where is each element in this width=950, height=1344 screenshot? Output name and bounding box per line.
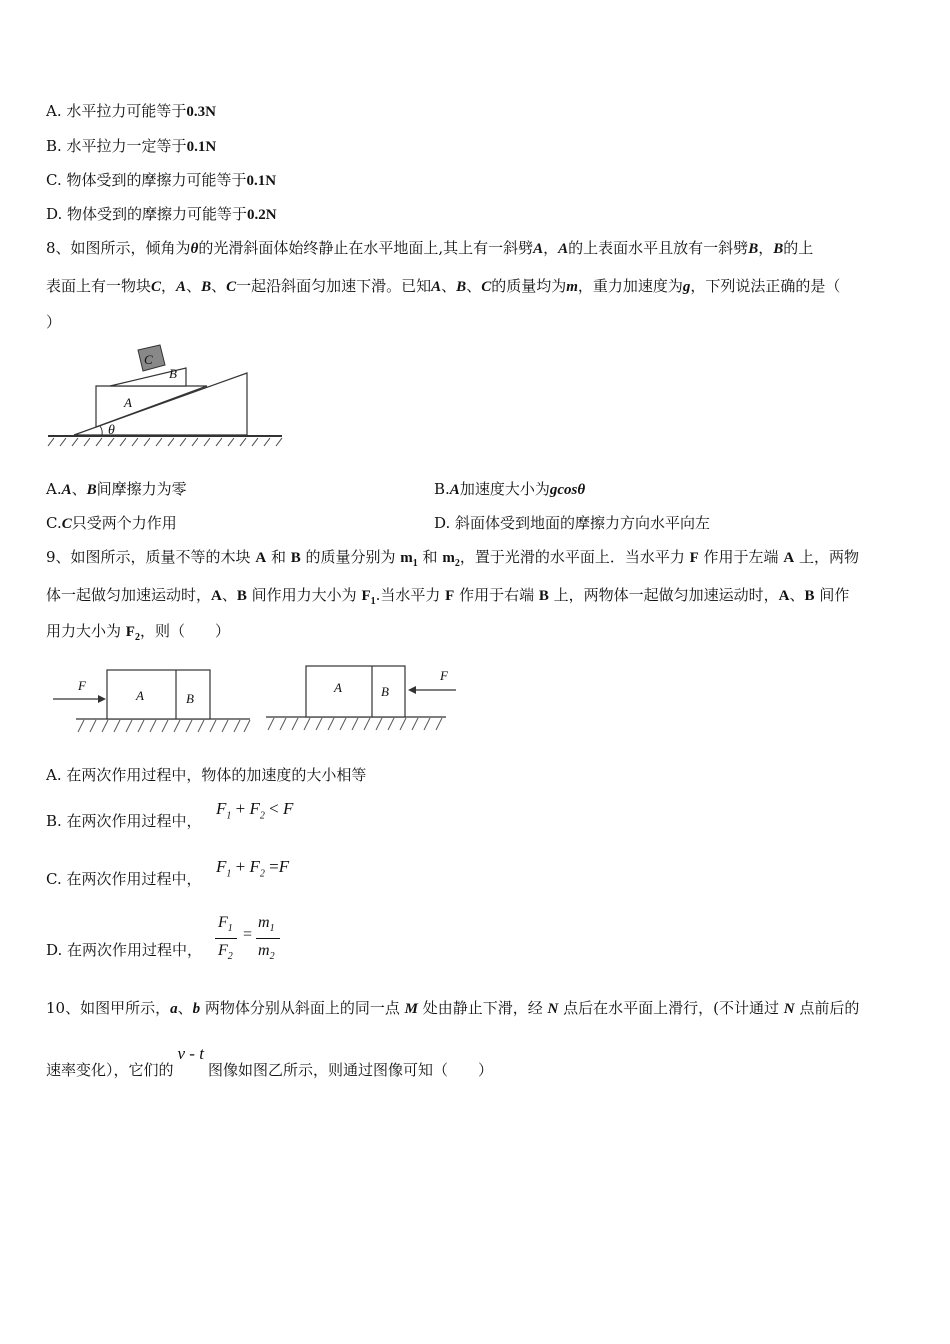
q8-stem-line1: 8、如图所示，倾角为θ的光滑斜面体始终静止在水平地面上,其上有一斜劈A，A的上表面水平且放有一斜劈B，B的上 — [46, 239, 814, 257]
right-force-arrowhead — [408, 686, 416, 694]
q9-formula-b: $F_1 + F_2 < F$ — [216, 799, 294, 822]
formula-d-numerator: $F_1$ — [218, 914, 233, 935]
formula-d-fraction-bar-right — [256, 938, 280, 939]
ground-hatching — [48, 438, 282, 446]
right-label-f: F — [440, 668, 448, 683]
q9-option-d: D. 在两次作用过程中， — [46, 941, 203, 959]
left-force-arrowhead — [98, 695, 106, 703]
left-ground-hatching — [78, 720, 250, 732]
right-block-a — [306, 666, 405, 717]
q9-stem-line3: 用力大小为 $F_2$，则（ ） — [46, 622, 230, 643]
q10-stem-line1: 10、如图甲所示，a、b 两物体分别从斜面上的同一点 M 处由静止下滑，经 N 点后在水平面上滑行，(不计通过 N 点前后的 — [46, 999, 860, 1017]
q8-stem-line2: 表面上有一物块C，A、B、C一起沿斜面匀加速下滑。已知A、B、C的质量均为m，重力加速度为g，下列说法正确的是（ — [46, 277, 841, 295]
q8-option-b: B.A加速度大小为gcosθ — [434, 480, 586, 498]
q9-stem-line2: 体一起做匀加速运动时，A、B 间作用力大小为 $F_1$.当水平力 F 作用于右端 B 上，两物体一起做匀加速运动时，A、B 间作 — [46, 586, 850, 607]
q9-blocks-figure — [48, 658, 468, 746]
q8-stem-line3: ） — [46, 313, 62, 331]
formula-d-fraction-bar-left — [215, 938, 237, 939]
q7-option-d: D. 物体受到的摩擦力可能等于0.2N — [46, 205, 277, 223]
label-c: C — [144, 352, 153, 367]
q10-stem-line2: 速率变化），它们的v - t图像如图乙所示，则通过图像可知（ ） — [46, 1044, 493, 1079]
right-ground-hatching — [268, 718, 442, 730]
left-label-a: A — [136, 688, 144, 703]
left-block-a — [107, 670, 210, 719]
formula-d-m-denominator: $m_2$ — [258, 942, 275, 963]
formula-d-denominator: $F_2$ — [218, 942, 233, 963]
left-label-f: F — [78, 678, 86, 693]
q8-option-d: D. 斜面体受到地面的摩擦力方向水平向左 — [434, 514, 711, 532]
q9-option-a: A. 在两次作用过程中，物体的加速度的大小相等 — [46, 766, 367, 784]
label-b: B — [169, 366, 177, 381]
label-theta: θ — [108, 423, 115, 438]
formula-d-m-numerator: $m_1$ — [258, 914, 275, 935]
q9-formula-d — [215, 914, 285, 966]
q7-option-a: A. 水平拉力可能等于0.3N — [46, 102, 216, 120]
q9-formula-c: $F_1 + F_2 =F$ — [216, 857, 290, 880]
left-label-b: B — [186, 691, 194, 706]
q9-stem-line1: 9、如图所示，质量不等的木块 A 和 B 的质量分别为 $m_1$ 和 $m_2$，置于光滑的水平面上．当水平力 F 作用于左端 A 上，两物 — [46, 548, 859, 569]
q7-option-b: B. 水平拉力一定等于0.1N — [46, 137, 217, 155]
q9-option-b: B. 在两次作用过程中， — [46, 812, 202, 830]
q9-option-c: C. 在两次作用过程中， — [46, 870, 202, 888]
q8-option-c: C.C只受两个力作用 — [46, 514, 177, 532]
q7-option-c: C. 物体受到的摩擦力可能等于0.1N — [46, 171, 277, 189]
label-a: A — [124, 395, 132, 410]
q8-incline-figure — [44, 340, 284, 448]
right-label-b: B — [381, 684, 389, 699]
right-label-a: A — [334, 680, 342, 695]
formula-d-equals: = — [243, 926, 253, 943]
vt-symbol: v - t — [177, 1044, 204, 1063]
q8-option-a: A.A、B间摩擦力为零 — [46, 480, 187, 498]
